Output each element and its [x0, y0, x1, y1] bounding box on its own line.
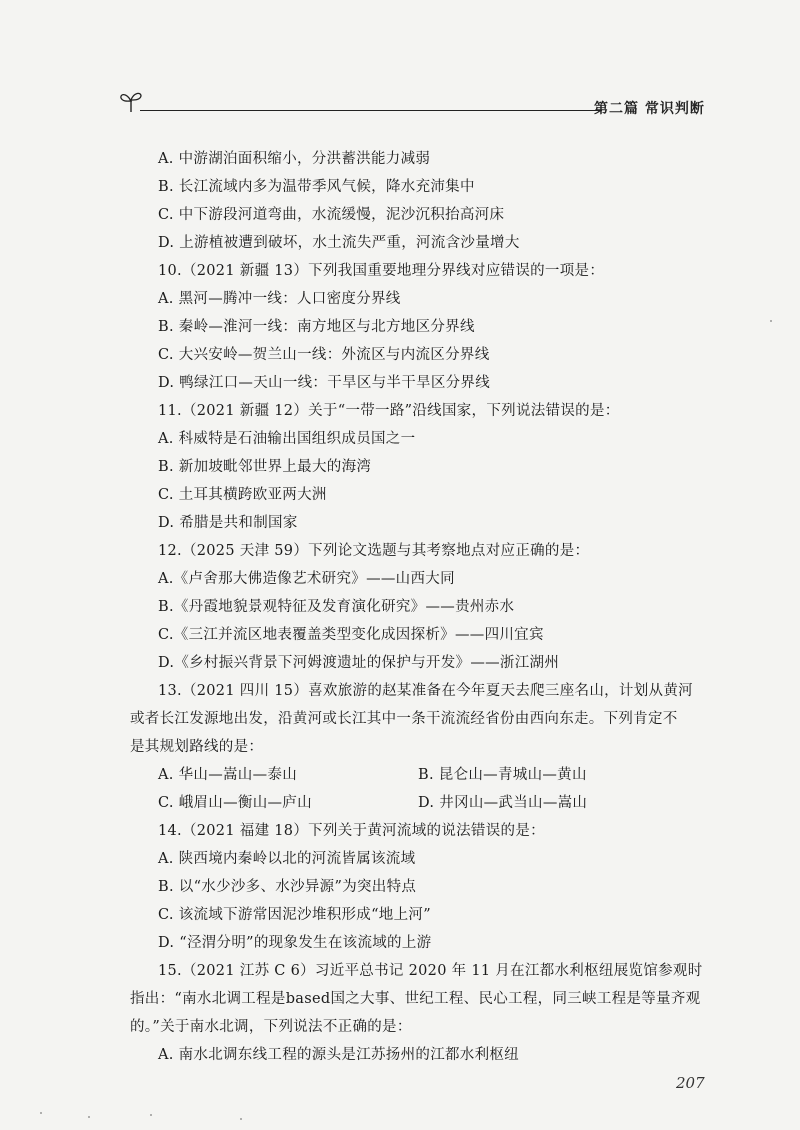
q12-option-b: B.《丹霞地貌景观特征及发育演化研究》——贵州赤水: [158, 599, 515, 615]
q15-stem-line3: 的。”关于南水北调，下列说法不正确的是：: [130, 1019, 412, 1035]
section-title: 第二篇 常识判断: [594, 101, 705, 117]
q12-option-a: A.《卢舍那大佛造像艺术研究》——山西大同: [158, 571, 455, 587]
q13-stem-line2: 或者长江发源地出发，沿黄河或长江其中一条干流流经省份由西向东走。下列肯定不: [130, 711, 678, 727]
scan-speck: [150, 1114, 152, 1116]
q15-stem-line1: 15.（2021 江苏 C 6）习近平总书记 2020 年 11 月在江都水利枢纽展览馆参观时: [158, 963, 703, 979]
q14-option-d: D. “泾渭分明”的现象发生在该流域的上游: [158, 935, 432, 951]
page-header: [118, 88, 718, 128]
q10-option-a: A. 黑河—腾冲一线：人口密度分界线: [158, 291, 401, 307]
scan-speck: [88, 1116, 90, 1118]
q9-option-b: B. 长江流域内多为温带季风气候，降水充沛集中: [158, 179, 475, 195]
q9-option-a: A. 中游湖泊面积缩小，分洪蓄洪能力减弱: [158, 151, 431, 167]
q12-option-c: C.《三江并流区地表覆盖类型变化成因探析》——四川宜宾: [158, 627, 544, 643]
q14-option-a: A. 陕西境内秦岭以北的河流皆属该流域: [158, 851, 416, 867]
q13-option-d: D. 井冈山—武当山—嵩山: [418, 795, 588, 811]
q11-option-b: B. 新加坡毗邻世界上最大的海湾: [158, 459, 372, 475]
q11-option-a: A. 科威特是石油输出国组织成员国之一: [158, 431, 416, 447]
q9-option-d: D. 上游植被遭到破坏，水土流失严重，河流含沙量增大: [158, 235, 520, 251]
scan-speck: [240, 1118, 242, 1120]
q12-stem: 12.（2025 天津 59）下列论文选题与其考察地点对应正确的是：: [158, 543, 590, 559]
q11-option-d: D. 希腊是共和制国家: [158, 515, 298, 531]
q15-stem-line2: 指出：“南水北调工程是based国之大事、世纪工程、民心工程，同三峡工程是等量齐观: [130, 991, 701, 1007]
q10-stem: 10.（2021 新疆 13）下列我国重要地理分界线对应错误的一项是：: [158, 263, 605, 279]
q12-option-d: D.《乡村振兴背景下河姆渡遗址的保护与开发》——浙江湖州: [158, 655, 560, 671]
scan-speck: [770, 320, 772, 322]
q13-option-b: B. 昆仑山—青城山—黄山: [418, 767, 587, 783]
q11-stem: 11.（2021 新疆 12）关于“一带一路”沿线国家，下列说法错误的是：: [158, 403, 620, 419]
q13-stem-line3: 是其规划路线的是：: [130, 739, 264, 755]
q10-option-c: C. 大兴安岭—贺兰山一线：外流区与内流区分界线: [158, 347, 490, 363]
q14-option-c: C. 该流域下游常因泥沙堆积形成“地上河”: [158, 907, 431, 923]
q13-stem-line1: 13.（2021 四川 15）喜欢旅游的赵某准备在今年夏天去爬三座名山，计划从黄河: [158, 683, 693, 699]
q10-option-d: D. 鸭绿江口—天山一线：干旱区与半干旱区分界线: [158, 375, 491, 391]
scan-speck: [40, 1112, 42, 1114]
q11-option-c: C. 土耳其横跨欧亚两大洲: [158, 487, 327, 503]
header-rule: [140, 110, 602, 111]
q9-option-c: C. 中下游段河道弯曲，水流缓慢，泥沙沉积抬高河床: [158, 207, 505, 223]
q15-option-a: A. 南水北调东线工程的源头是江苏扬州的江都水利枢纽: [158, 1047, 519, 1063]
q13-option-a: A. 华山—嵩山—泰山: [158, 767, 297, 783]
q10-option-b: B. 秦岭—淮河一线：南方地区与北方地区分界线: [158, 319, 475, 335]
q14-option-b: B. 以“水少沙多、水沙异源”为突出特点: [158, 879, 417, 895]
q13-option-c: C. 峨眉山—衡山—庐山: [158, 795, 312, 811]
q14-stem: 14.（2021 福建 18）下列关于黄河流域的说法错误的是：: [158, 823, 545, 839]
page-number: 207: [676, 1074, 705, 1092]
